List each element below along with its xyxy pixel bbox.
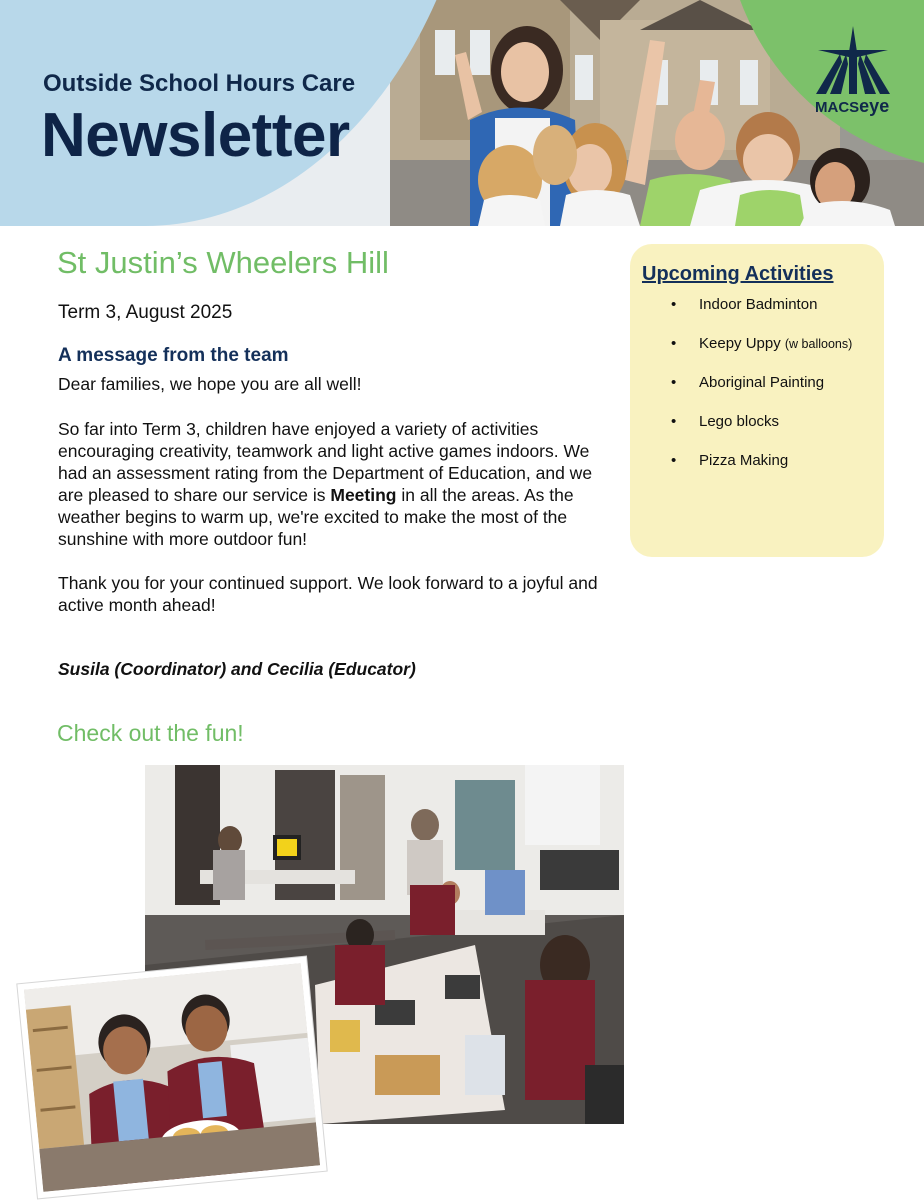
update-paragraph: [58, 418, 618, 550]
activity-label: Keepy Uppy: [699, 335, 781, 352]
logo-wordmark: [815, 96, 889, 117]
list-item: [630, 374, 884, 413]
signature: Susila (Coordinator) and Cecilia (Educator): [58, 659, 416, 679]
activity-label: Lego blocks: [699, 413, 780, 430]
logo-wordmark-suffix: eye: [859, 96, 890, 116]
header-subtitle: Outside School Hours Care: [43, 70, 356, 97]
rating-highlight: Meeting: [330, 485, 397, 505]
newsletter-header: [0, 0, 924, 226]
greeting-paragraph: Dear families, we hope you are all well!: [58, 374, 362, 394]
kids-pizza-photo: [17, 957, 326, 1199]
activities-list: [630, 296, 884, 491]
message-heading: A message from the team: [58, 345, 289, 366]
bullet: •: [671, 335, 677, 352]
bullet: •: [671, 413, 677, 430]
update-text-start: So far into Term 3, children have enjoyed a variety of activities encouraging creativity, teamwork and light active games indoors. We had an assessment rating from the Department of Education, and we are pleased to share our service is: [58, 419, 593, 505]
bullet: •: [671, 296, 677, 313]
term-date: Term 3, August 2025: [58, 302, 233, 323]
activity-label: Pizza Making: [699, 452, 789, 469]
activity-label: Indoor Badminton: [699, 296, 818, 313]
list-item: [630, 413, 884, 452]
thanks-paragraph: Thank you for your continued support. We look forward to a joyful and active month ahead!: [58, 573, 598, 615]
list-item: [630, 296, 884, 335]
bullet: •: [671, 374, 677, 391]
activities-heading: Upcoming Activities: [642, 263, 834, 285]
bullet: •: [671, 452, 677, 469]
gallery-heading: Check out the fun!: [57, 720, 244, 746]
list-item: [630, 335, 884, 374]
logo-wordmark-prefix: MACS: [815, 99, 860, 116]
activity-note: (w balloons): [784, 337, 853, 351]
activity-label: Aboriginal Painting: [699, 374, 825, 391]
update-text-end: in all the areas. As the weather begins to warm up, we're excited to make the most of the sunshine with more outdoor fun!: [58, 485, 574, 549]
upcoming-activities-panel: [630, 244, 884, 557]
school-name: St Justin’s Wheelers Hill: [57, 245, 389, 280]
header-title: Newsletter: [41, 101, 350, 170]
list-item: [630, 452, 884, 491]
